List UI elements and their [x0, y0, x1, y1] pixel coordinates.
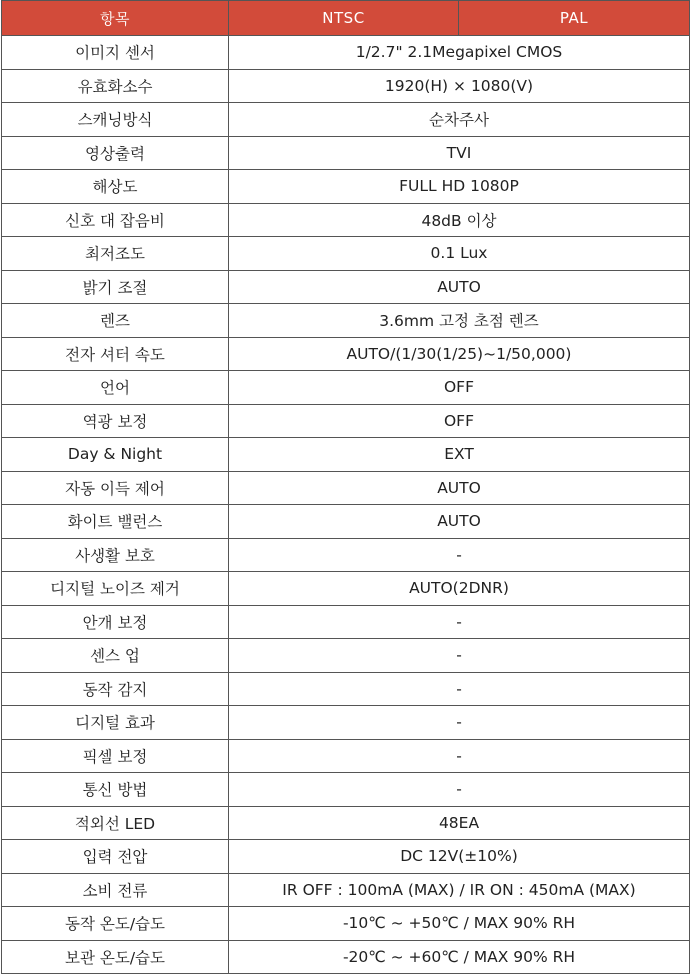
row-value: FULL HD 1080P — [229, 170, 690, 204]
row-label: 안개 보정 — [2, 605, 229, 639]
row-value: - — [229, 773, 690, 807]
row-value: EXT — [229, 438, 690, 472]
header-pal: PAL — [459, 1, 690, 36]
table-row — [2, 739, 690, 773]
row-value: 1/2.7" 2.1Megapixel CMOS — [229, 36, 690, 70]
row-value: - — [229, 639, 690, 673]
row-label: 동작 감지 — [2, 672, 229, 706]
table-row — [2, 605, 690, 639]
table-row — [2, 371, 690, 405]
row-label: 사생활 보호 — [2, 538, 229, 572]
row-value: OFF — [229, 404, 690, 438]
spec-body — [2, 36, 690, 974]
row-label: 픽셀 보정 — [2, 739, 229, 773]
row-label: 자동 이득 제어 — [2, 471, 229, 505]
row-value: - — [229, 672, 690, 706]
table-row — [2, 136, 690, 170]
row-label: 디지털 노이즈 제거 — [2, 572, 229, 606]
row-label: 역광 보정 — [2, 404, 229, 438]
row-label: 센스 업 — [2, 639, 229, 673]
row-label: 스캐닝방식 — [2, 103, 229, 137]
row-label: 동작 온도/습도 — [2, 907, 229, 941]
table-row — [2, 103, 690, 137]
table-row — [2, 907, 690, 941]
row-value: 0.1 Lux — [229, 237, 690, 271]
table-row — [2, 237, 690, 271]
row-value: AUTO/(1/30(1/25)~1/50,000) — [229, 337, 690, 371]
row-label: Day & Night — [2, 438, 229, 472]
table-row — [2, 270, 690, 304]
row-value: IR OFF : 100mA (MAX) / IR ON : 450mA (MAX) — [229, 873, 690, 907]
table-row — [2, 840, 690, 874]
row-value: - — [229, 605, 690, 639]
row-value: AUTO — [229, 270, 690, 304]
table-row — [2, 706, 690, 740]
table-row — [2, 873, 690, 907]
table-row — [2, 170, 690, 204]
table-row — [2, 203, 690, 237]
row-value: - — [229, 739, 690, 773]
row-label: 신호 대 잡음비 — [2, 203, 229, 237]
row-value: AUTO(2DNR) — [229, 572, 690, 606]
row-label: 디지털 효과 — [2, 706, 229, 740]
row-value: AUTO — [229, 471, 690, 505]
table-row — [2, 773, 690, 807]
table-row — [2, 639, 690, 673]
header-ntsc: NTSC — [229, 1, 459, 36]
row-label: 영상출력 — [2, 136, 229, 170]
row-label: 보관 온도/습도 — [2, 940, 229, 974]
row-label: 입력 전압 — [2, 840, 229, 874]
table-row — [2, 940, 690, 974]
row-value: -10℃ ~ +50℃ / MAX 90% RH — [229, 907, 690, 941]
row-label: 해상도 — [2, 170, 229, 204]
row-value: 순차주사 — [229, 103, 690, 137]
table-row — [2, 572, 690, 606]
spec-table — [1, 0, 690, 974]
row-label: 최저조도 — [2, 237, 229, 271]
table-row — [2, 806, 690, 840]
table-row — [2, 36, 690, 70]
row-value: - — [229, 706, 690, 740]
header-row — [2, 1, 690, 36]
row-label: 통신 방법 — [2, 773, 229, 807]
table-row — [2, 438, 690, 472]
row-label: 소비 전류 — [2, 873, 229, 907]
row-label: 유효화소수 — [2, 69, 229, 103]
row-value: 48EA — [229, 806, 690, 840]
row-value: 48dB 이상 — [229, 203, 690, 237]
row-value: TVI — [229, 136, 690, 170]
header-item: 항목 — [2, 1, 229, 36]
row-value: 1920(H) × 1080(V) — [229, 69, 690, 103]
table-row — [2, 471, 690, 505]
table-row — [2, 404, 690, 438]
row-value: DC 12V(±10%) — [229, 840, 690, 874]
row-label: 전자 셔터 속도 — [2, 337, 229, 371]
row-value: AUTO — [229, 505, 690, 539]
row-label: 렌즈 — [2, 304, 229, 338]
table-row — [2, 69, 690, 103]
table-row — [2, 538, 690, 572]
row-label: 밝기 조절 — [2, 270, 229, 304]
row-label: 이미지 센서 — [2, 36, 229, 70]
row-label: 적외선 LED — [2, 806, 229, 840]
table-row — [2, 304, 690, 338]
row-value: OFF — [229, 371, 690, 405]
table-row — [2, 337, 690, 371]
row-value: - — [229, 538, 690, 572]
row-value: -20℃ ~ +60℃ / MAX 90% RH — [229, 940, 690, 974]
row-value: 3.6mm 고정 초점 렌즈 — [229, 304, 690, 338]
row-label: 화이트 밸런스 — [2, 505, 229, 539]
table-row — [2, 505, 690, 539]
row-label: 언어 — [2, 371, 229, 405]
table-row — [2, 672, 690, 706]
